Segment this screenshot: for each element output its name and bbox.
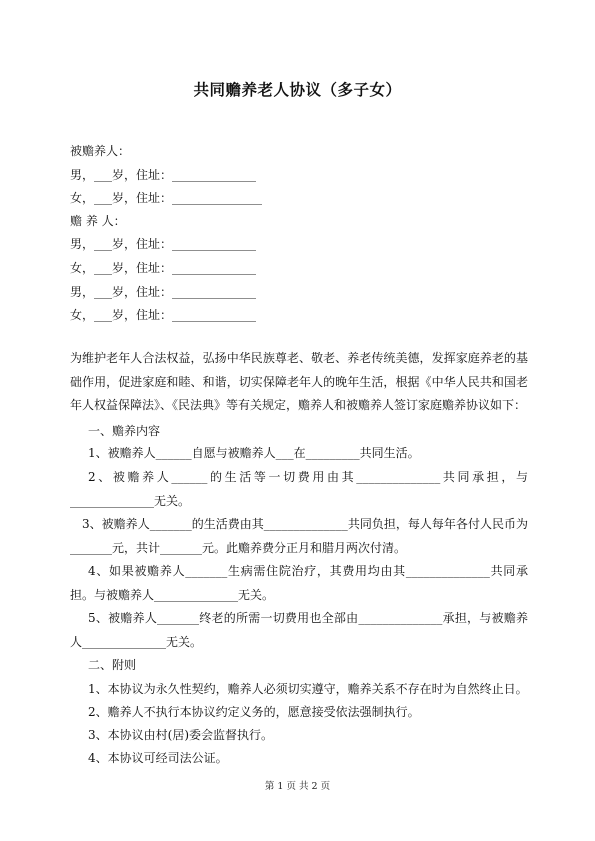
document-title: 共同赡养老人协议（多子女）	[193, 81, 402, 99]
supporter-party-1: 男，___岁，住址：______________	[70, 237, 257, 251]
section2-item-2: 2、赡养人不执行本协议约定义务的，愿意接受依法强制执行。	[88, 705, 420, 719]
supporter-party-3: 男，___岁，住址：______________	[70, 285, 257, 299]
supporter-party-4: 女，___岁，住址：______________	[70, 308, 257, 322]
section1-item-3: 3、被赡养人_______的生活费由其______________共同负担，每人每年各付人民币为_______元，共计_______元。此赡养费分正月和腊月两次付清。	[70, 517, 528, 555]
section2-item-1: 1、本协议为永久性契约，赡养人必须切实遵守，赡养关系不存在时为自然终止日。	[88, 682, 528, 696]
supported-party-2: 女，___岁，住址：_______________	[70, 191, 263, 205]
section2-heading: 二、附则	[88, 658, 137, 672]
page-footer: 第 1 页 共 2 页	[264, 781, 331, 792]
supported-heading: 被赡养人：	[70, 144, 131, 158]
section1-heading: 一、赡养内容	[88, 424, 161, 438]
supporter-party-2: 女，___岁，住址：______________	[70, 261, 257, 275]
supported-party-1: 男，___岁，住址：______________	[70, 168, 257, 182]
section1-item-4: 4、如果被赡养人_______生病需住院治疗，其费用均由其______________共同承担。与被赡养人______________无关。	[70, 564, 528, 602]
section2-item-3: 3、本协议由村(居)委会监督执行。	[88, 728, 273, 742]
section2-item-4: 4、本协议可经司法公证。	[88, 751, 228, 765]
section1-item-1: 1、被赡养人______自愿与被赡养人___在_________共同生活。	[88, 446, 420, 460]
section1-item-5: 5、被赡养人_______终老的所需一切费用也全部由______________承担，与被赡养人______________无关。	[70, 611, 528, 649]
intro-paragraph: 为维护老年人合法权益，弘扬中华民族尊老、敬老、养老传统美德，发挥家庭养老的基础作用，促进家庭和睦、和谐，切实保障老年人的晚年生活，根据《中华人民共和国老年人权益保障法》、《民法典》等有关规定，赡养人和被赡养人签订家庭赡养协议如下：	[70, 351, 528, 412]
supporters-heading: 赡 养 人：	[70, 214, 126, 228]
section1-item-2: 2、被赡养人______的生活等一切费用由其______________共同承担，与______________无关。	[70, 470, 528, 508]
